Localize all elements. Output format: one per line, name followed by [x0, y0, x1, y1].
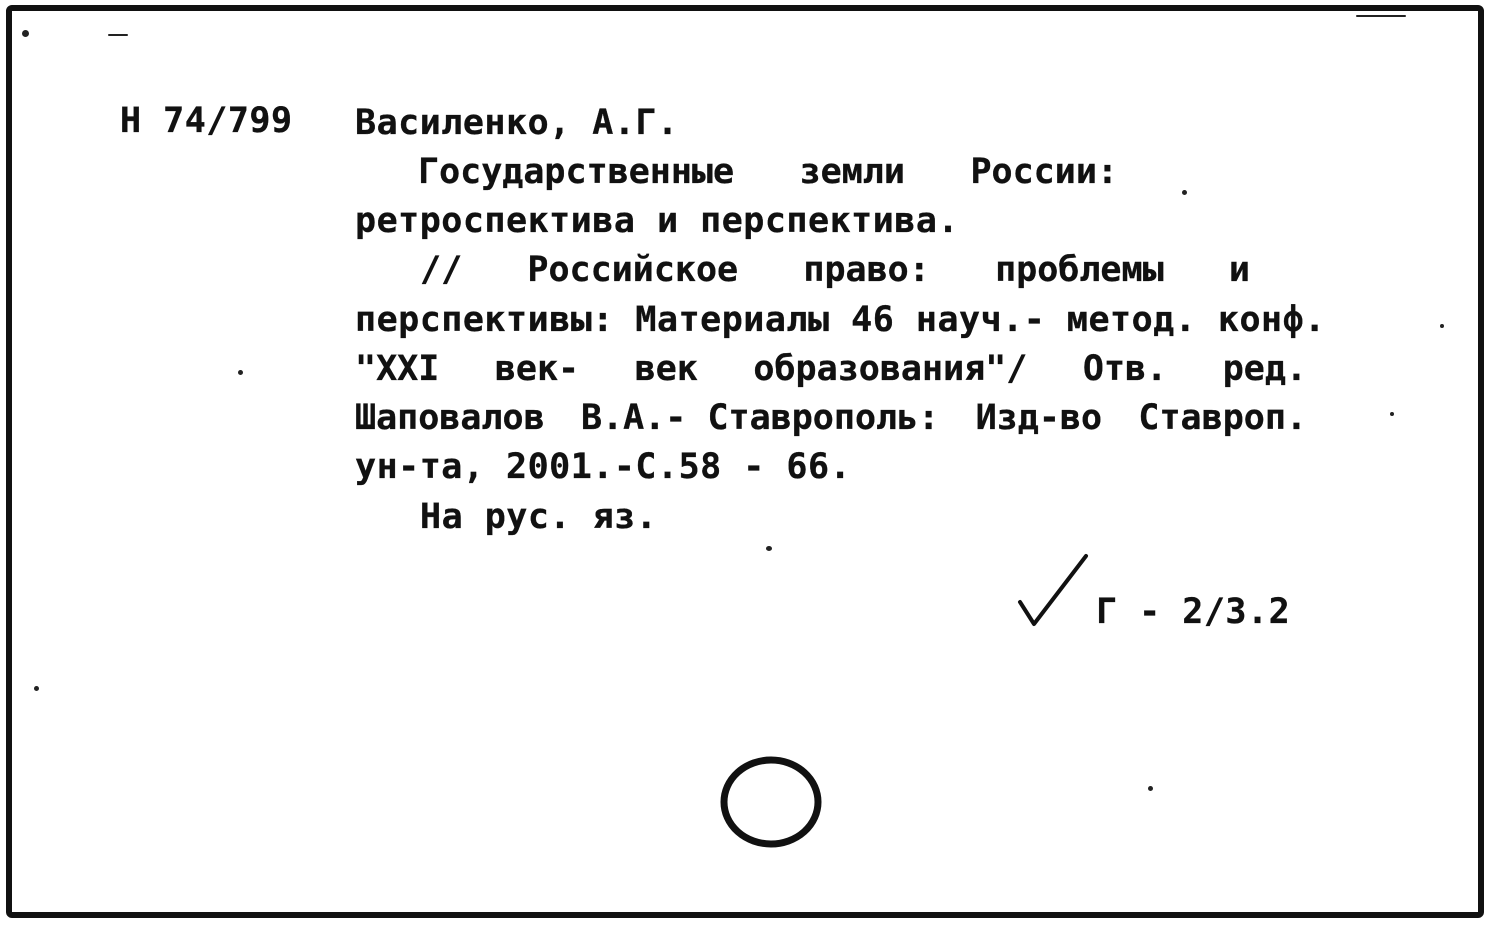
source-word: Ставроп. [1138, 398, 1307, 438]
source-word: Изд-во [975, 398, 1103, 438]
source-word: "XXI [355, 349, 440, 389]
source-word: век- [494, 349, 580, 389]
source-word: проблемы [995, 250, 1164, 290]
source-word: и [1228, 250, 1250, 290]
source-line-3 [355, 349, 1307, 389]
source-word: // [420, 250, 463, 290]
source-word: Шаповалов [355, 398, 545, 438]
title-word: России: [970, 152, 1118, 192]
title-line-2: ретроспектива и перспектива. [355, 201, 960, 241]
source-word: Отв. [1082, 349, 1168, 389]
scan-speck [34, 686, 39, 691]
scan-speck [766, 546, 772, 551]
source-line-2: перспективы: Материалы 46 науч.- метод. конф. [355, 300, 1326, 340]
language-note: На рус. яз. [420, 497, 658, 537]
scan-speck [1440, 324, 1444, 328]
punch-hole-icon [718, 754, 824, 850]
source-line-1 [420, 250, 1250, 290]
author-name: Василенко, А.Г. [355, 103, 679, 143]
scan-speck [1356, 15, 1406, 17]
scan-speck [1390, 412, 1394, 416]
title-word: земли [799, 152, 905, 192]
source-word: право: [803, 250, 930, 290]
classification-code: Г - 2/3.2 [1096, 592, 1291, 632]
source-line-5: ун-та, 2001.-С.58 - 66. [355, 447, 852, 487]
checkmark-icon [1016, 552, 1090, 630]
scan-speck [238, 370, 243, 375]
title-line-1 [418, 152, 1118, 192]
source-word: Российское [527, 250, 739, 290]
scan-speck [1148, 786, 1153, 791]
source-word: ред. [1222, 349, 1307, 389]
scan-speck [108, 34, 128, 36]
source-word: В.А.- Ставрополь: [581, 398, 940, 438]
source-line-4 [355, 398, 1307, 438]
source-word: образования"/ [753, 349, 1028, 389]
scan-speck [22, 30, 29, 37]
title-word: Государственные [418, 152, 735, 192]
scan-speck [1182, 190, 1187, 195]
source-word: век [634, 349, 698, 389]
call-number: Н 74/799 [120, 101, 293, 141]
